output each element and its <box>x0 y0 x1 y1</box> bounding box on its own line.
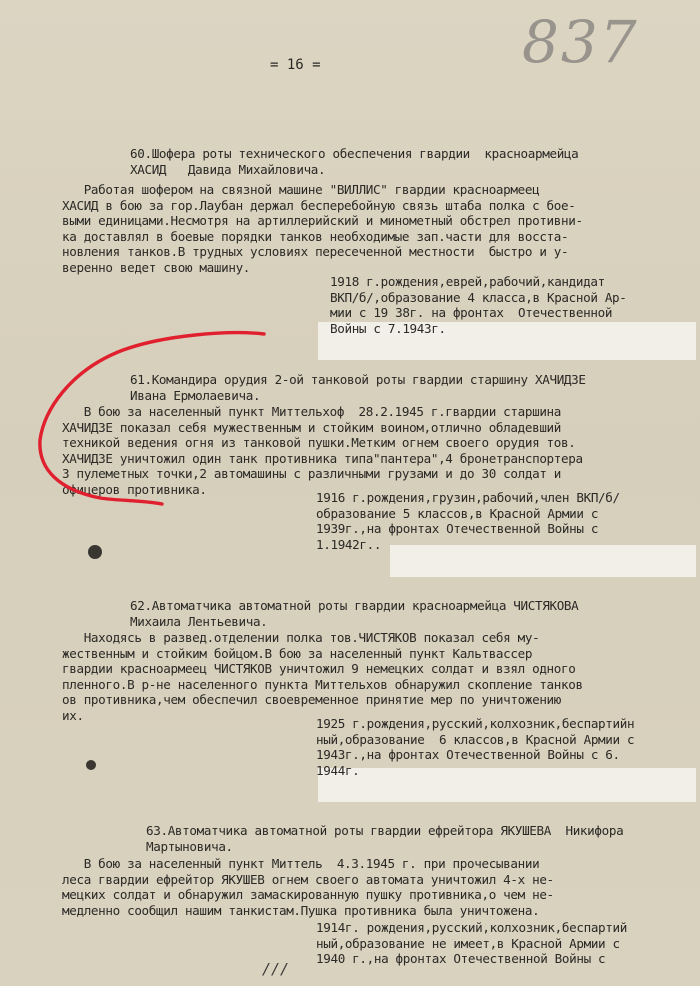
entry-bio: 1916 г.рождения,грузин,рабочий,член ВКП/б/ образование 5 классов,в Красной Армии с 1939г.,на фронтах Отечественной Войны с 1.1942г.. <box>316 490 620 552</box>
entry-bio: 1925 г.рождения,русский,колхозник,беспартийн ный,образование 6 классов,в Красной Армии с 1943г.,на фронтах Отечественной Войны с 6. 1944г. <box>316 716 635 778</box>
entry-bio: 1914г. рождения,русский,колхозник,беспартий ный,образование не имеет,в Красной Армии с 1940 г.,на фронтах Отечественной Войны с <box>316 920 627 967</box>
entry-body: В бою за населенный пункт Миттель 4.3.1945 г. при прочесывании леса гвардии ефрейтор ЯКУШЕВ огнем своего автомата уничтожил 4-х не- мецких солдат и обнаружил замаскированную пушку противника,о чем не- медленно сообщил нашим танкистам.Пушка противника была уничтожена. <box>62 856 554 918</box>
entry-body: В бою за населенный пункт Миттельхоф 28.2.1945 г.гвардии старшина ХАЧИДЗЕ показал себя мужественным и стойким воином,отлично обладевший техникой ведения огня из танковой пушки.Метким огнем своего орудия тов. ХАЧИДЗЕ уничтожил один танк противника типа"пантера",4 бронетранспортера 3 пулеметных точки,2 автомашины с различными грузами и до 30 солдат и офицеров противника. <box>62 404 583 497</box>
archive-page-number: 837 <box>522 8 639 76</box>
entry-body: Работая шофером на связной машине "ВИЛЛИС" гвардии красноармеец ХАСИД в бою за гор.Лаубан держал бесперебойную связь штаба полка с бое- выми единицами.Несмотря на артиллерийский и минометный обстрел противни- ка доставлял в боевые порядки танков необходимые зап.части для восста- новления танков.В трудных условиях пересеченной местности быстро и у- веренно ведет свою машину. <box>62 182 583 275</box>
entry-heading: 60.Шофера роты технического обеспечения гвардии красноармейца ХАСИД Давида Михайловича. <box>130 146 579 177</box>
entry-heading: 61.Командира орудия 2-ой танковой роты гвардии старшину ХАЧИДЗЕ Ивана Ермолаевича. <box>130 372 586 403</box>
entry-body: Находясь в развед.отделении полка тов.ЧИСТЯКОВ показал себя му- жественным и стойким бойцом.В бою за населенный пункт Кальтвассер гвардии красноармеец ЧИСТЯКОВ уничтожил 9 немецких солдат и взял одного пленного.В р-не населенного пункта Миттельхов обнаружил скопление танков ов противника,чем обеспечил своевременное принятие мер по уничтожению их. <box>62 630 583 723</box>
entry-heading: 62.Автоматчика автоматной роты гвардии красноармейца ЧИСТЯКОВА Михаила Лентьевича. <box>130 598 579 629</box>
page-number: = 16 = <box>270 57 321 73</box>
entry-bio: 1918 г.рождения,еврей,рабочий,кандидат ВКП/б/,образование 4 класса,в Красной Ар- мии с 19 38г. на фронтах Отечественной Войны с 7.1943г. <box>330 274 627 336</box>
footer-mark: /// <box>262 960 290 978</box>
entry-heading: 63.Автоматчика автоматной роты гвардии ефрейтора ЯКУШЕВА Никифора Мартыновича. <box>146 823 624 854</box>
